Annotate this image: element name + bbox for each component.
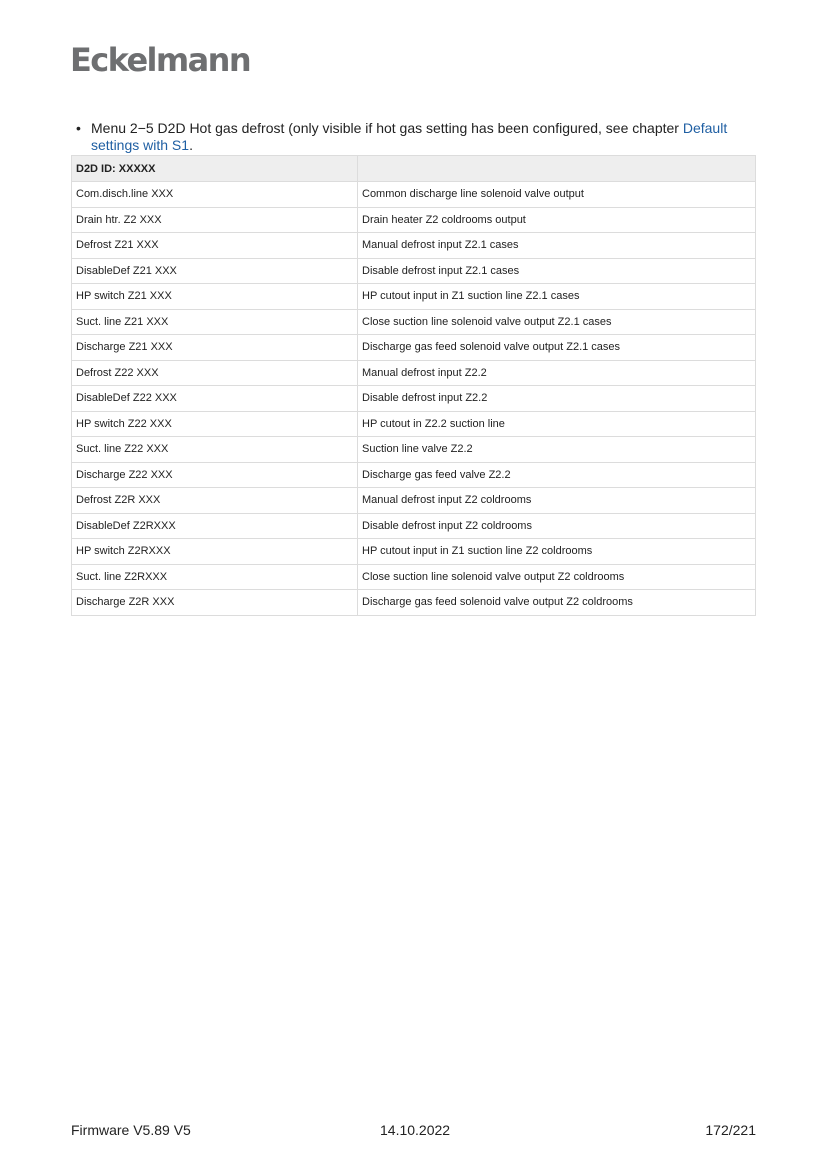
table-row (72, 386, 756, 412)
footer-page-number: 172/221 (705, 1122, 756, 1138)
intro-text (91, 120, 766, 154)
table-body (72, 182, 756, 616)
parameter-description-cell: HP cutout in Z2.2 suction line (358, 411, 756, 437)
parameter-description-cell: Discharge gas feed solenoid valve output Z2.1 cases (358, 335, 756, 361)
table-header-row (72, 156, 756, 182)
company-logo: Eckelmann (70, 41, 251, 79)
parameter-description-cell: Drain heater Z2 coldrooms output (358, 207, 756, 233)
parameter-name-cell: DisableDef Z2RXXX (72, 513, 358, 539)
table-row (72, 360, 756, 386)
parameter-description-cell: Manual defrost input Z2 coldrooms (358, 488, 756, 514)
intro-text-main: Menu 2−5 D2D Hot gas defrost (only visible if hot gas setting has been configured, see chapter (91, 120, 683, 136)
table-row (72, 462, 756, 488)
table-row (72, 233, 756, 259)
footer-firmware: Firmware V5.89 V5 (71, 1122, 191, 1138)
parameter-name-cell: Suct. line Z22 XXX (72, 437, 358, 463)
parameter-name-cell: HP switch Z2RXXX (72, 539, 358, 565)
parameter-description-cell: Close suction line solenoid valve output Z2.1 cases (358, 309, 756, 335)
parameter-description-cell: Disable defrost input Z2.1 cases (358, 258, 756, 284)
bullet-icon: • (76, 120, 81, 136)
parameter-name-cell: Defrost Z21 XXX (72, 233, 358, 259)
parameter-name-cell: Com.disch.line XXX (72, 182, 358, 208)
parameter-description-cell: Close suction line solenoid valve output Z2 coldrooms (358, 564, 756, 590)
parameter-name-cell: Discharge Z22 XXX (72, 462, 358, 488)
parameter-description-cell: Manual defrost input Z2.2 (358, 360, 756, 386)
table-row (72, 258, 756, 284)
parameter-name-cell: DisableDef Z22 XXX (72, 386, 358, 412)
table-header-id: D2D ID: XXXXX (72, 156, 358, 182)
intro-text-suffix: . (189, 137, 193, 153)
parameter-description-cell: HP cutout input in Z1 suction line Z2.1 cases (358, 284, 756, 310)
footer-date: 14.10.2022 (380, 1122, 451, 1138)
parameter-name-cell: DisableDef Z21 XXX (72, 258, 358, 284)
parameter-description-cell: Discharge gas feed valve Z2.2 (358, 462, 756, 488)
table-row (72, 182, 756, 208)
parameter-description-cell: HP cutout input in Z1 suction line Z2 coldrooms (358, 539, 756, 565)
parameter-name-cell: Defrost Z22 XXX (72, 360, 358, 386)
table-row (72, 590, 756, 616)
intro-bullet-item (76, 120, 766, 154)
parameter-name-cell: Suct. line Z21 XXX (72, 309, 358, 335)
table-row (72, 513, 756, 539)
parameter-name-cell: Suct. line Z2RXXX (72, 564, 358, 590)
table-row (72, 309, 756, 335)
parameter-name-cell: Discharge Z2R XXX (72, 590, 358, 616)
parameter-description-cell: Common discharge line solenoid valve output (358, 182, 756, 208)
parameter-description-cell: Manual defrost input Z2.1 cases (358, 233, 756, 259)
parameter-name-cell: HP switch Z21 XXX (72, 284, 358, 310)
table-row (72, 411, 756, 437)
parameter-name-cell: Defrost Z2R XXX (72, 488, 358, 514)
table-header-description (358, 156, 756, 182)
table-row (72, 437, 756, 463)
chapter-link[interactable]: Default settings with S1 (91, 120, 728, 153)
parameter-name-cell: Drain htr. Z2 XXX (72, 207, 358, 233)
parameter-table (71, 155, 756, 616)
table-row (72, 539, 756, 565)
parameter-name-cell: HP switch Z22 XXX (72, 411, 358, 437)
table-row (72, 564, 756, 590)
parameter-description-cell: Disable defrost input Z2 coldrooms (358, 513, 756, 539)
parameter-description-cell: Suction line valve Z2.2 (358, 437, 756, 463)
parameter-name-cell: Discharge Z21 XXX (72, 335, 358, 361)
table-row (72, 207, 756, 233)
parameter-description-cell: Discharge gas feed solenoid valve output Z2 coldrooms (358, 590, 756, 616)
table-row (72, 284, 756, 310)
table-row (72, 335, 756, 361)
parameter-description-cell: Disable defrost input Z2.2 (358, 386, 756, 412)
table-row (72, 488, 756, 514)
